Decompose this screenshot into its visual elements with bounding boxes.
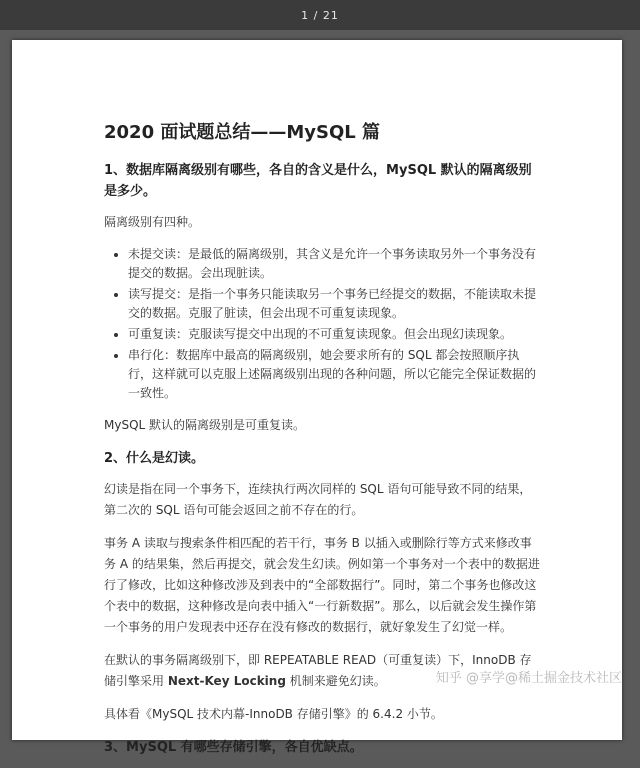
reference-note: 具体看《MySQL 技术内幕-InnoDB 存储引擎》的 6.4.2 小节。: [104, 707, 443, 721]
document-title: 2020 面试题总结——MySQL 篇: [104, 122, 381, 143]
question-2-heading: 2、什么是幻读。: [104, 451, 205, 466]
innodb-note-after: 机制来避免幻读。: [285, 674, 386, 688]
question-1-heading: 1、数据库隔离级别有哪些，各自的含义是什么，MySQL 默认的隔离级别是多少。: [104, 163, 532, 199]
pdf-page: [12, 40, 622, 755]
phantom-read-definition: 幻读是指在同一个事务下，连续执行两次同样的 SQL 语句可能导致不同的结果，第二次的 SQL 语句可能会返回之前不存在的行。: [104, 482, 532, 517]
isolation-levels-list: [104, 245, 540, 403]
question-1-intro: 隔离级别有四种。: [104, 215, 201, 229]
list-item: • 读写提交：是指一个事务只能读取另一个事务已经提交的数据，不能读取未提交的数据。克服了脏读，但会出现不可重复读现象。: [128, 285, 540, 323]
page-indicator: 1 / 21: [301, 8, 339, 22]
watermark: 知乎 @享学@稀土掘金技术社区: [435, 671, 622, 686]
list-item: • 可重复读：克服读写提交中出现的不可重复读现象。但会出现幻读现象。: [128, 325, 540, 344]
next-key-locking: Next-Key Locking: [167, 674, 286, 688]
phantom-read-example: 事务 A 读取与搜索条件相匹配的若干行，事务 B 以插入或删除行等方式来修改事务 A 的结果集，然后再提交，就会发生幻读。例如第一个事务对一个表中的数据进行了修改，比如这种修改涉及到表中的“全部数据行”。同时，第二个事务也修改这个表中的数据，这种修改是向表中插入“一行新数据”。那么，以后就会发生操作第一个事务的用户发现表中还存在没有修改的数据行，就好象发生了幻觉一样。: [104, 536, 540, 634]
default-level-note: MySQL 默认的隔离级别是可重复读。: [104, 418, 306, 432]
viewer-toolbar: [0, 0, 640, 30]
question-3-heading: 3、MySQL 有哪些存储引擎，各自优缺点。: [104, 740, 363, 755]
list-item: • 未提交读：是最低的隔离级别，其含义是允许一个事务读取另外一个事务没有提交的数据。会出现脏读。: [128, 245, 540, 283]
innodb-note-before: 在默认的事务隔离级别下，即 REPEATABLE READ（可重复读）下，InnoDB 存储引擎采用: [104, 653, 532, 688]
list-item: • 串行化：数据库中最高的隔离级别，她会要求所有的 SQL 都会按照顺序执行，这样就可以克服上述隔离级别出现的各种问题，所以它能完全保证数据的一致性。: [128, 346, 540, 403]
